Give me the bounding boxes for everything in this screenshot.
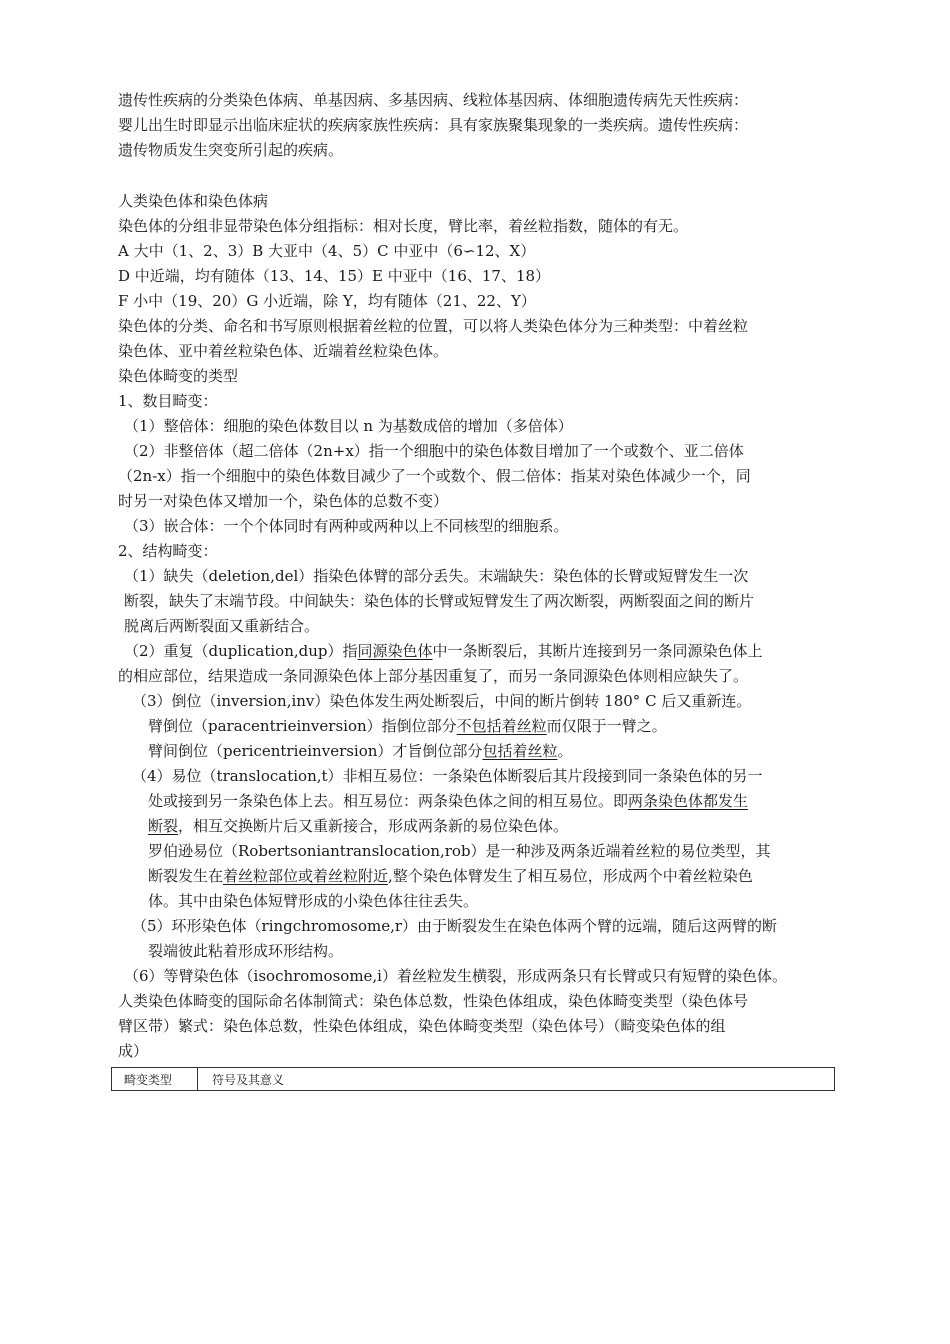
paragraph-line: 臂区带）繁式：染色体总数，性染色体组成，染色体畸变类型（染色体号）（畸变染色体的组 — [118, 1017, 726, 1035]
list-item: （6）等臂染色体（isochromosome,i）着丝粒发生横裂，形成两条只有长臂或只有短臂的染色体。 — [124, 967, 787, 985]
paragraph-line: 人类染色体畸变的国际命名体制简式：染色体总数，性染色体组成，染色体畸变类型（染色体号 — [118, 992, 749, 1010]
text-run: ，相互交换断片后又重新接合，形成两条新的易位染色体。 — [178, 817, 569, 835]
text-run: 臂倒位（paracentrieinversion）指倒位部分 — [148, 717, 457, 735]
paragraph-line: 遗传物质发生突变所引起的疾病。 — [118, 141, 344, 159]
text-run: （2）重复（duplication,dup）指 — [124, 642, 358, 660]
paragraph-line: 染色体的分类、命名和书写原则根据着丝粒的位置，可以将人类染色体分为三种类型：中着丝粒 — [118, 317, 749, 335]
paragraph-line: 的相应部位，结果造成一条同源染色体上部分基因重复了，而另一条同源染色体则相应缺失了。 — [118, 667, 749, 685]
paragraph-line — [148, 714, 667, 739]
paragraph-line: 染色体、亚中着丝粒染色体、近端着丝粒染色体。 — [118, 342, 449, 360]
text-run: 臂间倒位（pericentrieinversion）才旨倒位部分 — [148, 742, 483, 760]
paragraph-line: A 大中（1、2、3）B 大亚中（4、5）C 中亚中（6∽12、X） — [118, 242, 536, 260]
text-run: 而仅限于一臂之。 — [546, 717, 667, 735]
paragraph-line: 断裂，缺失了末端节段。中间缺失：染色体的长臂或短臂发生了两次断裂，两断裂面之间的断片 — [124, 592, 755, 610]
paragraph-line — [148, 789, 748, 814]
list-item: （2）非整倍体（超二倍体（2n+x）指一个细胞中的染色体数目增加了一个或数个、亚二倍体 — [124, 442, 744, 460]
paragraph-line: 罗伯逊易位（Robertsoniantranslocation,rob）是一种涉及两条近端着丝粒的易位类型，其 — [148, 842, 771, 860]
underlined-term: 两条染色体都发生 — [628, 792, 749, 810]
list-item: （5）环形染色体（ringchromosome,r）由于断裂发生在染色体两个臂的远端，随后这两臂的断 — [132, 917, 778, 935]
text-run: ,整个染色体臂发生了相互易位，形成两个中着丝粒染色 — [388, 867, 753, 885]
paragraph-line — [148, 814, 568, 839]
table-header-cell: 符号及其意义 — [212, 1073, 285, 1087]
paragraph-line: 染色体的分组非显带染色体分组指标：相对长度，臂比率，着丝粒指数，随体的有无。 — [118, 217, 689, 235]
list-heading: 1、数目畸变： — [118, 392, 218, 410]
list-item: （1）缺失（deletion,del）指染色体臂的部分丢失。末端缺失：染色体的长臂或短臂发生一次 — [124, 567, 749, 585]
paragraph-line: 裂端彼此粘着形成环形结构。 — [148, 942, 344, 960]
subsection-heading: 染色体畸变的类型 — [118, 367, 239, 385]
underlined-term: 着丝粒部位或着丝粒附近 — [223, 867, 389, 885]
list-item — [124, 639, 763, 664]
list-item: （4）易位（translocation,t）非相互易位：一条染色体断裂后其片段接到同一条染色体的另一 — [132, 767, 763, 785]
paragraph-line: 时另一对染色体又增加一个，染色体的总数不变） — [118, 492, 449, 510]
paragraph-line — [148, 864, 753, 889]
list-item: （3）嵌合体：一个个体同时有两种或两种以上不同核型的细胞系。 — [124, 517, 569, 535]
list-item: （3）倒位（inversion,inv）染色体发生两处断裂后，中间的断片倒转 180° C 后又重新连。 — [132, 692, 752, 710]
paragraph-line: 婴儿出生时即显示出临床症状的疾病家族性疾病：具有家族聚集现象的一类疾病。遗传性疾病： — [118, 116, 749, 134]
underlined-term: 包括着丝粒 — [482, 742, 558, 760]
text-run: 处或接到另一条染色体上去。相互易位：两条染色体之间的相互易位。即 — [148, 792, 629, 810]
paragraph-line — [148, 739, 572, 764]
underlined-term: 断裂 — [148, 817, 179, 835]
paragraph-line: 成） — [118, 1042, 149, 1060]
section-heading: 人类染色体和染色体病 — [118, 192, 269, 210]
paragraph-line: 体。其中由染色体短臂形成的小染色体往往丢失。 — [148, 892, 479, 910]
paragraph-line: 脱离后两断裂面又重新结合。 — [124, 617, 320, 635]
aberration-table — [111, 1067, 835, 1091]
list-heading: 2、结构畸变： — [118, 542, 218, 560]
text-run: 断裂发生在 — [148, 867, 224, 885]
text-run: 。 — [557, 742, 573, 760]
table-header-cell: 畸变类型 — [112, 1068, 198, 1090]
underlined-term: 同源染色体 — [357, 642, 433, 660]
paragraph-line: D 中近端，均有随体（13、14、15）E 中亚中（16、17、18） — [118, 267, 551, 285]
list-item: （1）整倍体：细胞的染色体数目以 n 为基数成倍的增加（多倍体） — [124, 417, 573, 435]
paragraph-line: 遗传性疾病的分类染色体病、单基因病、多基因病、线粒体基因病、体细胞遗传病先天性疾病： — [118, 91, 749, 109]
paragraph-line: （2n-x）指一个细胞中的染色体数目减少了一个或数个、假二倍体：指某对染色体减少一个，同 — [118, 467, 751, 485]
underlined-term: 不包括着丝粒 — [456, 717, 547, 735]
text-run: 中一条断裂后，其断片连接到另一条同源染色体上 — [432, 642, 763, 660]
paragraph-line: F 小中（19、20）G 小近端，除 Y，均有随体（21、22、Y） — [118, 292, 536, 310]
